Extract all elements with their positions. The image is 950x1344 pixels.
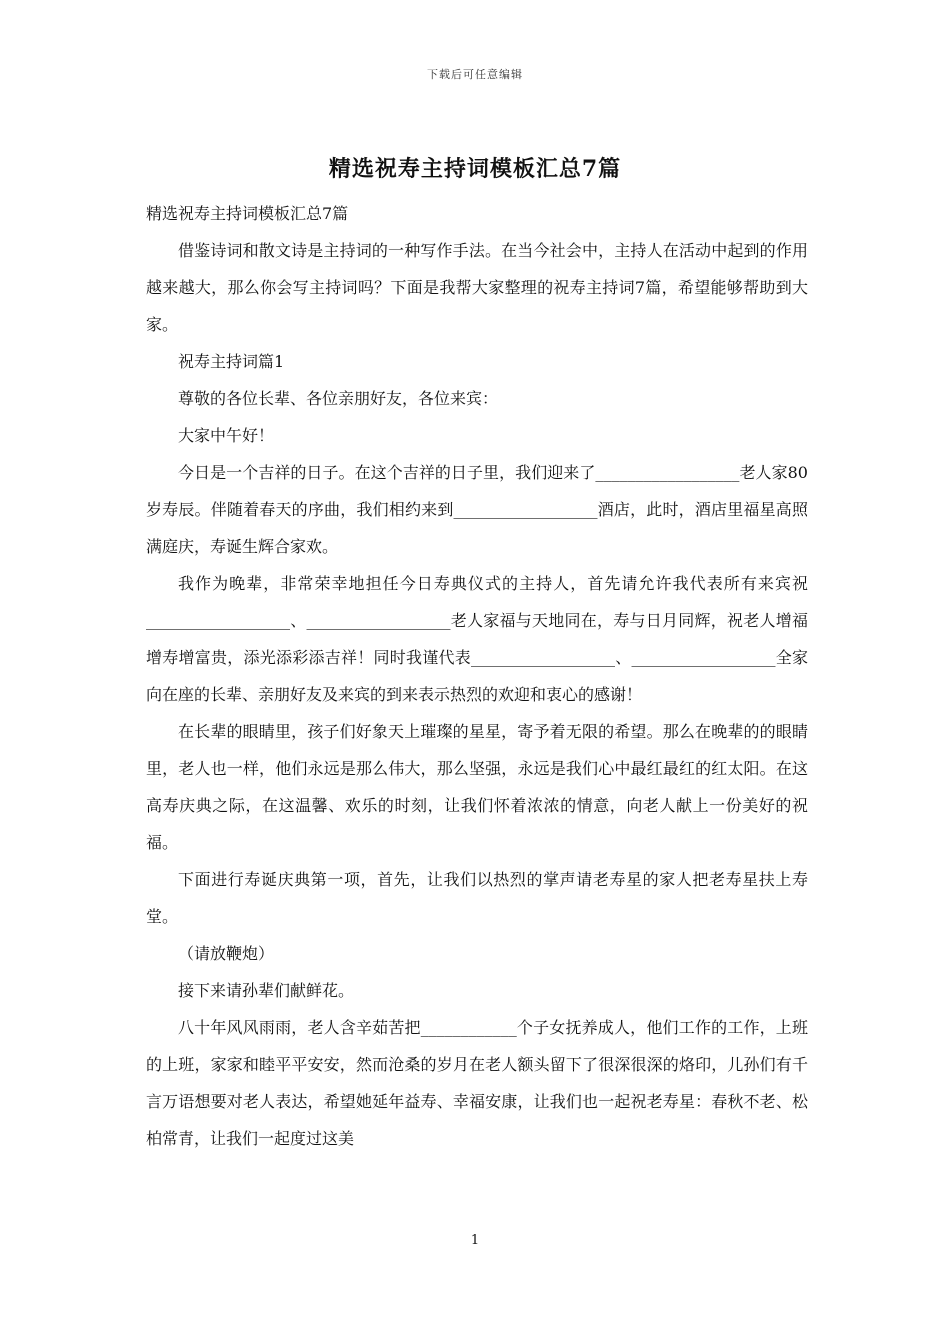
body-paragraph: 在长辈的眼睛里，孩子们好象天上璀璨的星星，寄予着无限的希望。那么在晚辈的的眼睛里，老人也一样，他们永远是那么伟大，那么坚强，永远是我们心中最红最红的红太阳。在这高寿庆典之际，在这温馨、欢乐的时刻，让我们怀着浓浓的情意，向老人献上一份美好的祝福。 xyxy=(146,722,808,852)
intro-paragraph: 借鉴诗词和散文诗是主持词的一种写作手法。在当今社会中，主持人在活动中起到的作用越来越大，那么你会写主持词吗？下面是我帮大家整理的祝寿主持词7篇，希望能够帮助到大家。 xyxy=(146,241,808,334)
greeting-paragraph: 大家中午好！ xyxy=(178,426,275,445)
body-paragraph: 我作为晚辈，非常荣幸地担任今日寿典仪式的主持人，首先请允许我代表所有来宾祝__________________、__________________老人家福与天地同在，寿与日月同辉，祝老人增福增寿增富贵，添光添彩添吉祥！同时我谨代表__________________、__________________全家向在座的长辈、亲朋好友及来宾的到来表示热烈的欢迎和衷心的感谢！ xyxy=(146,574,808,704)
body-paragraph: 八十年风风雨雨，老人含辛茹苦把____________个子女抚养成人，他们工作的工作，上班的上班，家家和睦平平安安，然而沧桑的岁月在老人额头留下了很深很深的烙印，儿孙们有千言万语想要对老人表达，希望她延年益寿、幸福安康，让我们也一起祝老寿星：春秋不老、松柏常青，让我们一起度过这美 xyxy=(146,1018,808,1148)
document-body xyxy=(146,195,808,1157)
document-title: 精选祝寿主持词模板汇总7篇 xyxy=(328,156,622,182)
stage-direction: （请放鞭炮） xyxy=(178,944,275,963)
body-paragraph: 下面进行寿诞庆典第一项，首先，让我们以热烈的掌声请老寿星的家人把老寿星扶上寿堂。 xyxy=(146,870,808,926)
salutation-paragraph: 尊敬的各位长辈、各位亲朋好友，各位来宾： xyxy=(178,389,499,408)
section-heading: 祝寿主持词篇1 xyxy=(178,352,285,371)
body-paragraph: 接下来请孙辈们献鲜花。 xyxy=(178,981,355,1000)
subtitle-paragraph: 精选祝寿主持词模板汇总7篇 xyxy=(146,204,349,223)
header-note: 下载后可任意编辑 xyxy=(427,68,523,81)
page-number: 1 xyxy=(470,1233,480,1248)
body-paragraph: 今日是一个吉祥的日子。在这个吉祥的日子里，我们迎来了__________________老人家80岁寿辰。伴随着春天的序曲，我们相约来到__________________酒店，此时，酒店里福星高照满庭庆，寿诞生辉合家欢。 xyxy=(146,463,808,556)
